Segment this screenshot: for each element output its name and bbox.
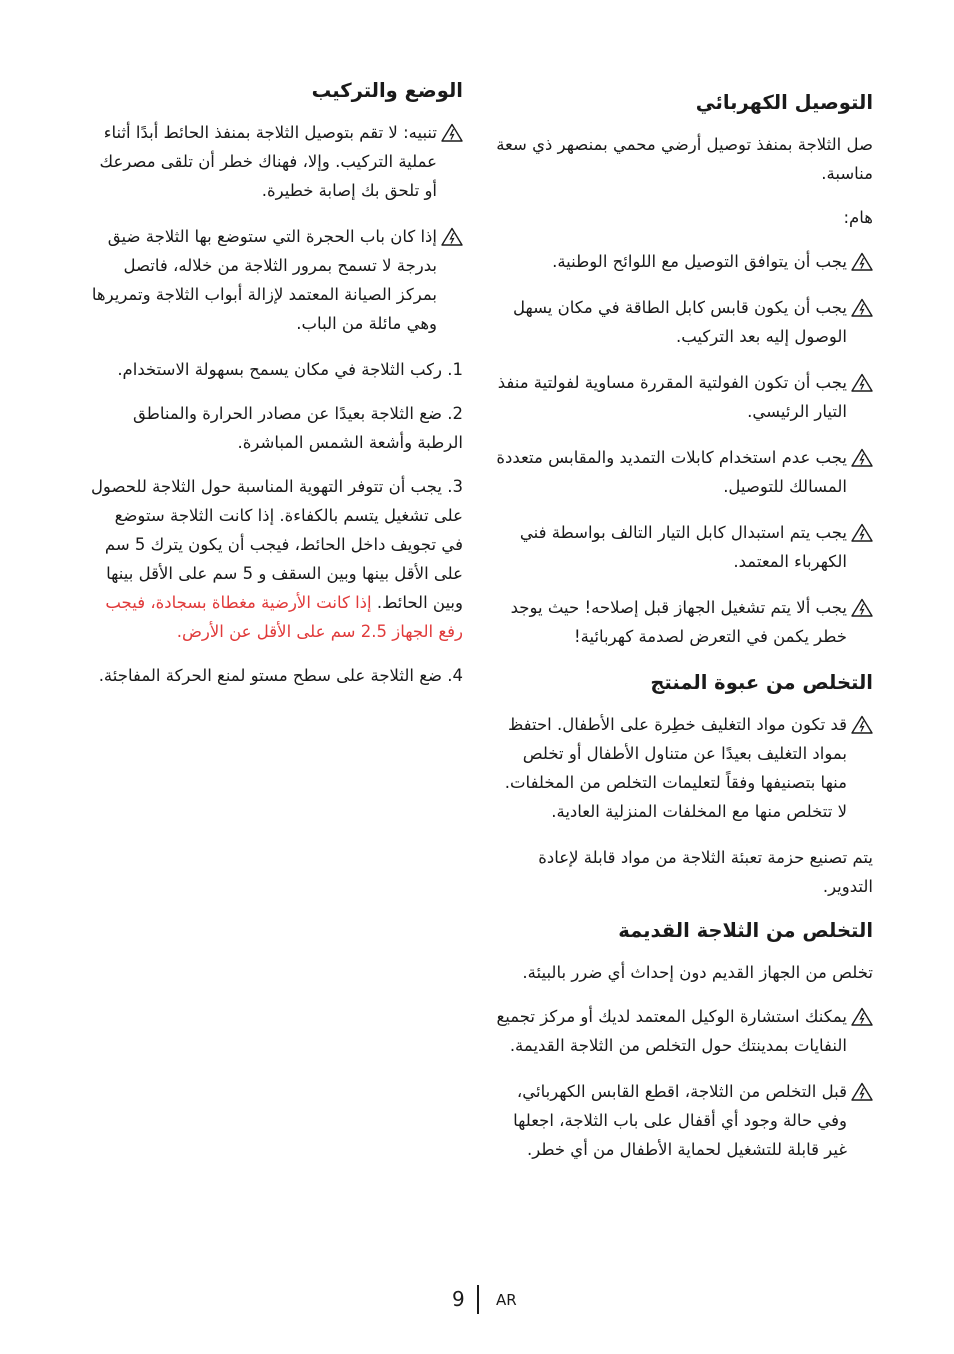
heading-electrical-connection: التوصيل الكهربائي	[695, 91, 873, 114]
warning-text: قبل التخلص من الثلاجة، اقطع القابس الكهربائي، وفي حالة وجود أي أقفال على باب الثلاجة، اجعلها غير قابلة للتشغيل لحماية الأطفال من أي خطر.	[513, 1082, 847, 1159]
label-important: هام:	[843, 208, 873, 227]
warning-text: يجب يتم استبدال كابل التيار التالف بواسطة فني الكهرباء المعتمد.	[519, 523, 847, 571]
warning-triangle-icon	[851, 715, 873, 734]
list-item-2: 2. ضع الثلاجة بعيدًا عن مصادر الحرارة والمناطق الرطبة وأشعة الشمس المباشرة.	[133, 404, 463, 452]
warning-triangle-icon	[851, 598, 873, 617]
warning-triangle-icon	[441, 227, 463, 246]
warning-text: قد تكون مواد التغليف خطِرة على الأطفال. احتفظ بمواد التغليف بعيدًا عن متناول الأطفال أو تخلص منها بتصنيفها وفقاً لتعليمات التخلص من المخلفات. لا تتخلص منها مع المخلفات المنزلية العادية.	[504, 715, 847, 821]
warning-text: إذا كان باب الحجرة التي ستوضع بها الثلاجة ضيق بدرجة لا تسمح بمرور الثلاجة من خلاله، فاتصل بمركز الصيانة المعتمد لإزالة أبواب الثلاجة وتمريرها وهي مائلة من الباب.	[91, 227, 437, 333]
page-number: 9	[452, 1287, 465, 1311]
warning-triangle-icon	[851, 252, 873, 271]
list-item-3	[88, 472, 463, 646]
warning-item	[88, 222, 463, 338]
warning-item	[495, 368, 873, 426]
warning-triangle-icon	[441, 123, 463, 142]
warning-item	[495, 247, 873, 276]
warning-item	[495, 518, 873, 576]
warning-item	[495, 1077, 873, 1164]
paragraph-connect-socket: صل الثلاجة بمنفذ توصيل أرضي محمي بمنصهر ذي سعة مناسبة.	[496, 135, 873, 183]
right-column	[495, 76, 873, 1181]
warning-triangle-icon	[851, 1007, 873, 1026]
warning-text: يمكنك استشارة الوكيل المعتمد لديك أو مركز تجميع النفايات بمدينتك حول التخلص من الثلاجة القديمة.	[496, 1007, 847, 1055]
warning-item	[495, 443, 873, 501]
warning-triangle-icon	[851, 373, 873, 392]
warning-text: يجب ألا يتم تشغيل الجهاز قبل إصلاحه! حيث يوجد خطر يكمن في التعرض لصدمة كهربائية!	[510, 598, 847, 646]
warning-item	[495, 593, 873, 651]
warning-text: تنبيه: لا تقم بتوصيل الثلاجة بمنفذ الحائط أبدًا أثناء عملية التركيب. وإلا، فهناك خطر أن تلقى مصرعك أو تلحق بك إصابة خطيرة.	[99, 123, 437, 200]
page-footer	[400, 1284, 560, 1314]
warning-triangle-icon	[851, 523, 873, 542]
left-column	[88, 76, 463, 705]
heading-old-fridge-disposal: التخلص من الثلاجة القديمة	[618, 919, 873, 942]
warning-item	[495, 1002, 873, 1060]
heading-placement-installation: الوضع والتركيب	[311, 79, 463, 102]
list-item-3-text: 3. يجب أن تتوفر التهوية المناسبة حول الثلاجة للحصول على تشغيل يتسم بالكفاءة. إذا كانت الثلاجة ستوضع في تجويف داخل الحائط، فيجب أن يكون يترك 5 سم على الأقل بينها وبين السقف و 5 سم على الأقل بينها وبين الحائط.	[90, 477, 463, 612]
list-item-3-highlight: إذا كانت الأرضية مغطاة بسجادة، فيجب رفع الجهاز 2.5 سم على الأقل عن الأرض.	[105, 593, 463, 641]
heading-packaging-disposal: التخلص من عبوة المنتج	[650, 671, 873, 694]
warning-item	[88, 118, 463, 205]
warning-text: يجب أن يتوافق التوصيل مع اللوائح الوطنية.	[552, 252, 847, 271]
warning-text: يجب عدم استخدام كابلات التمديد والمقابس متعددة المسالك للتوصيل.	[496, 448, 847, 496]
warning-text: يجب أن يكون قابس كابل الطاقة في مكان يسهل الوصول إليه بعد التركيب.	[512, 298, 847, 346]
warning-text: يجب أن تكون الفولتية المقررة مساوية لفولتية منفذ التيار الرئيسي.	[497, 373, 847, 421]
warning-item	[495, 710, 873, 826]
warning-triangle-icon	[851, 1082, 873, 1101]
warning-triangle-icon	[851, 298, 873, 317]
warning-triangle-icon	[851, 448, 873, 467]
paragraph-recyclable: يتم تصنيع حزمة تعبئة الثلاجة من مواد قابلة لإعادة التدوير.	[538, 848, 873, 896]
footer-divider	[477, 1285, 479, 1314]
warning-item	[495, 293, 873, 351]
list-item-1: 1. ركب الثلاجة في مكان يسمح بسهولة الاستخدام.	[117, 360, 463, 379]
language-code: AR	[496, 1291, 517, 1309]
list-item-4: 4. ضع الثلاجة على سطح مستو لمنع الحركة المفاجئة.	[98, 666, 463, 685]
paragraph-dispose-old: تخلص من الجهاز القديم دون إحداث أي ضرر بالبيئة.	[522, 963, 873, 982]
